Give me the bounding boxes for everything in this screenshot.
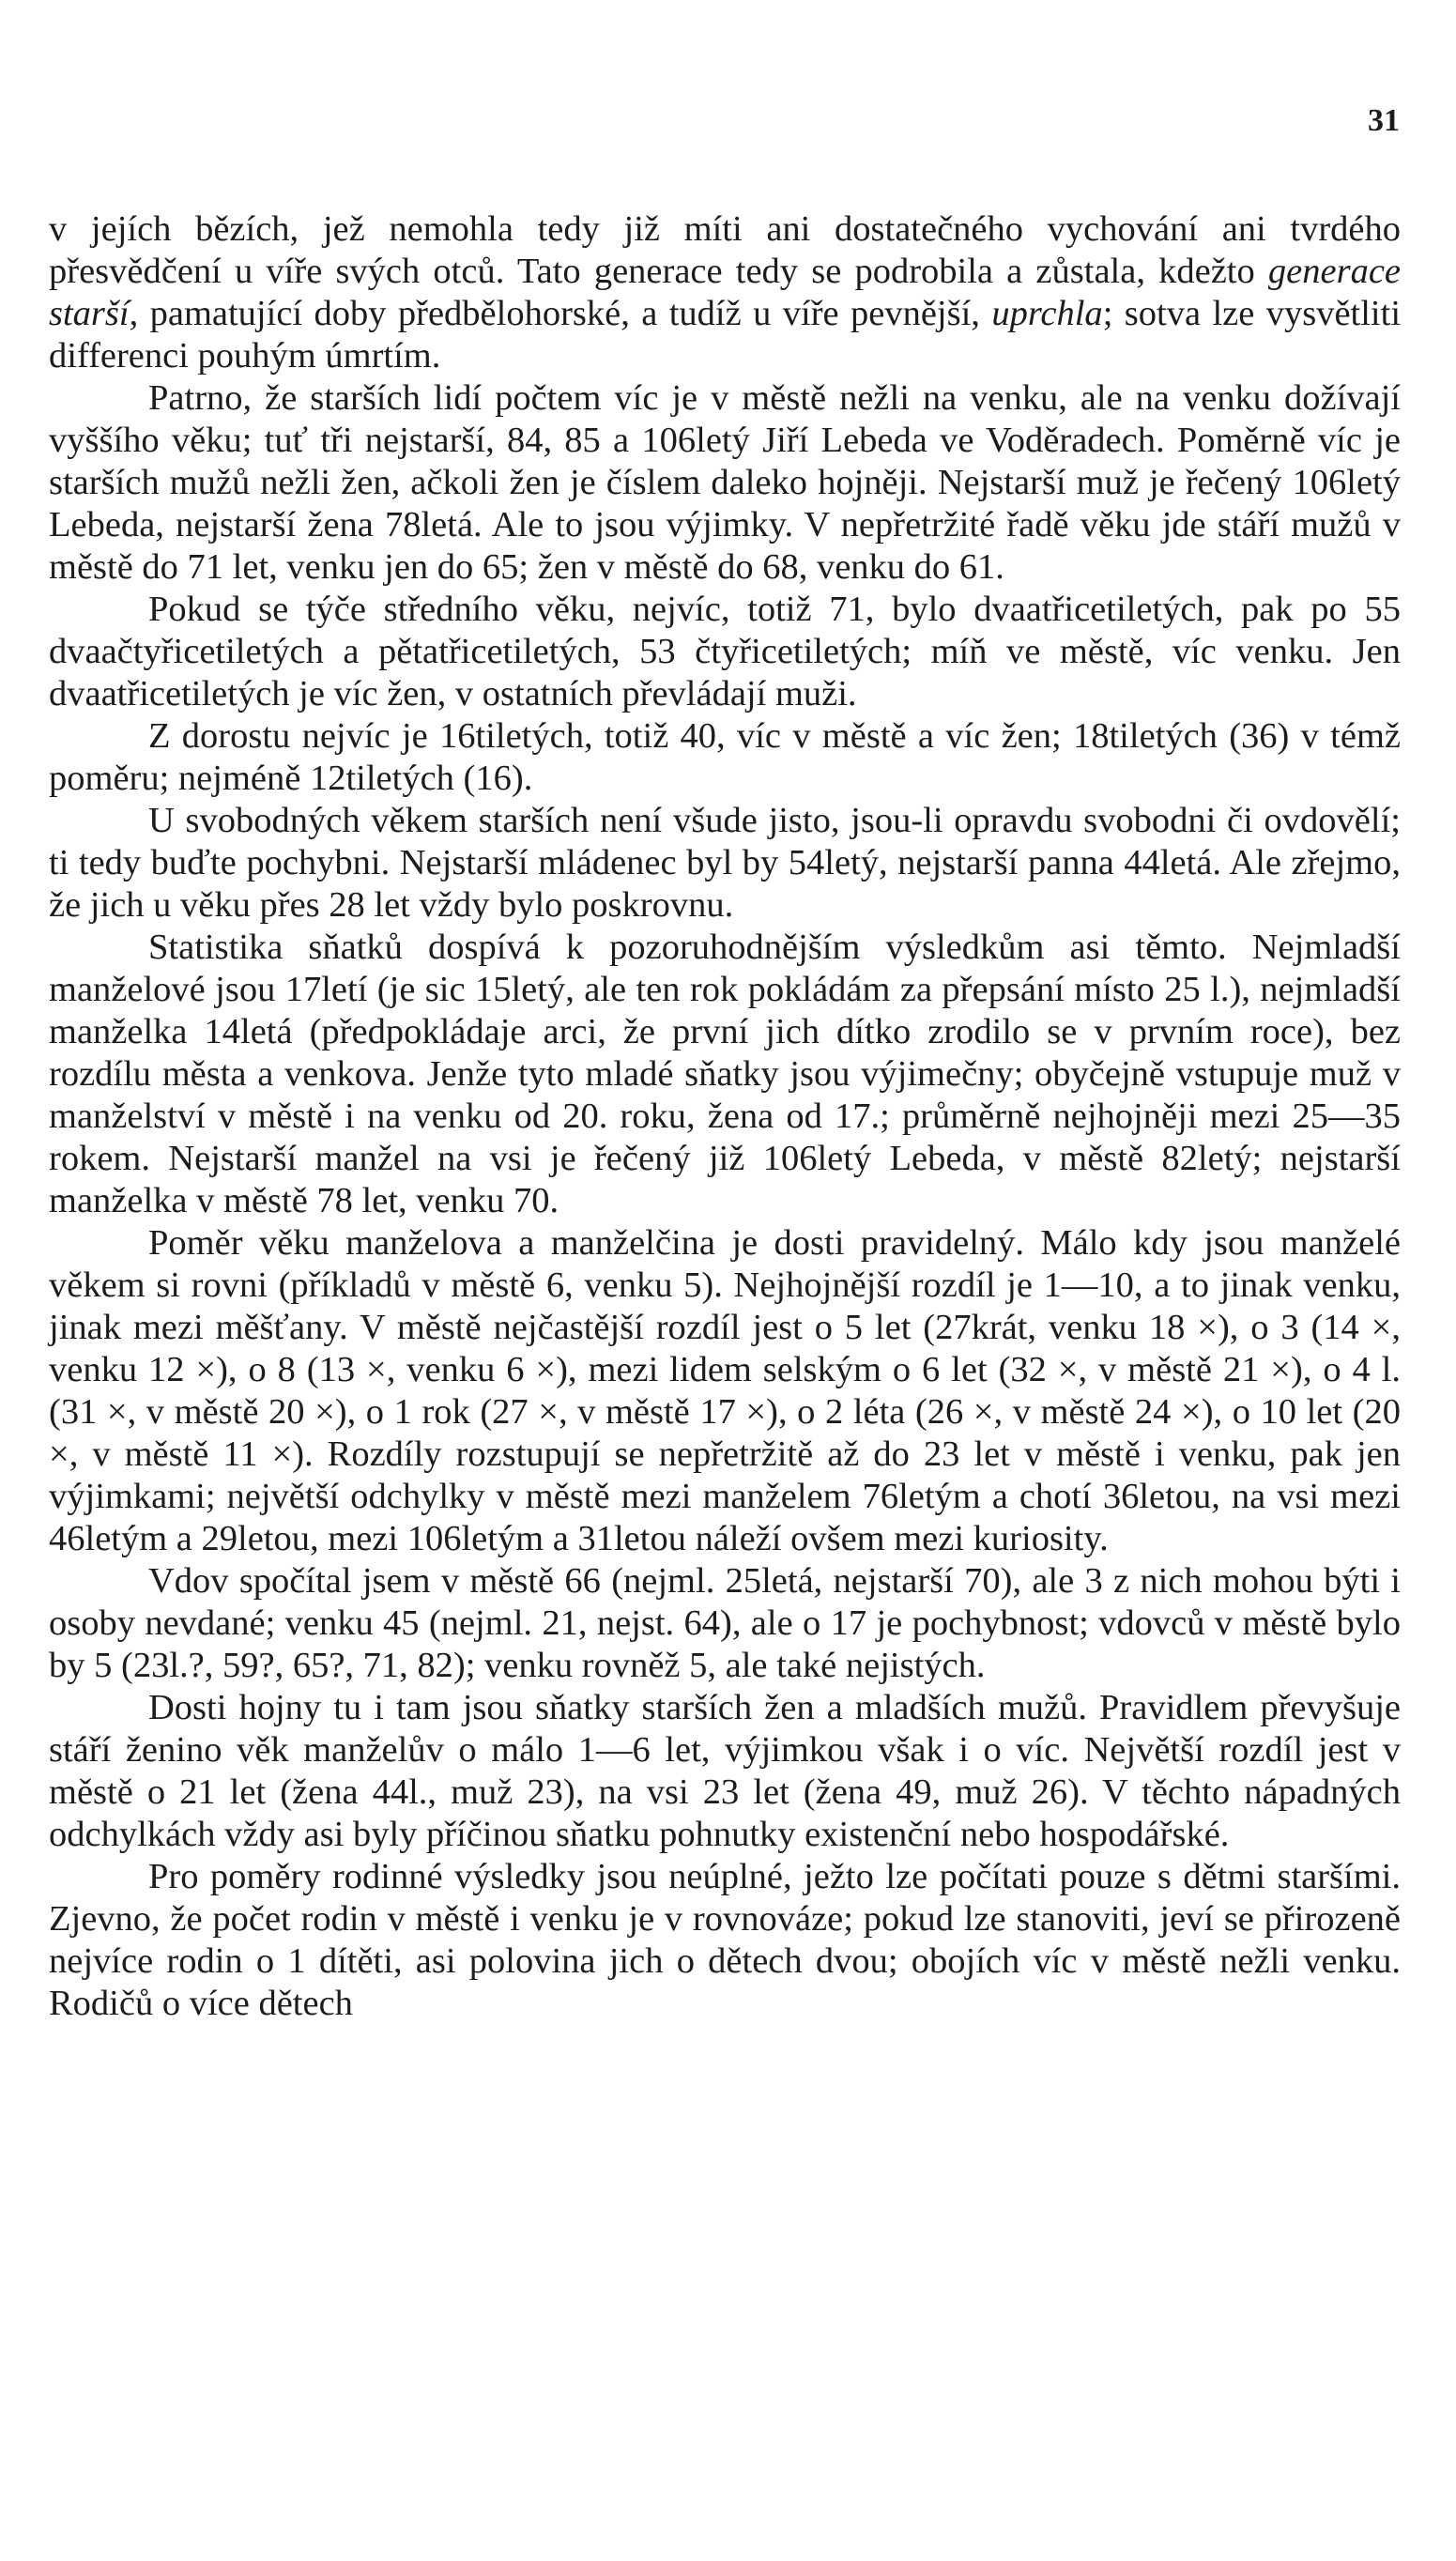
paragraph-text: Statistika sňatků dospívá k pozoruhodnějším výsledkům asi těmto. Nejmladší manželové jsou 17letí (je sic 15letý, ale ten rok pokládám za přepsání místo 25 l.), nejmladší manželka 14letá (předpokládaje arci, že první jich dítko zrodilo se v prvním roce), bez rozdílu města a venkova. Jenže tyto mladé sňatky jsou výjimečny; obyčejně vstupuje muž v manželství v městě i na venku od 20. roku, žena od 17.; průměrně nejhojněji mezi 25—35 rokem. Nejstarší manžel na vsi je řečený již 106letý Lebeda, v městě 82letý; nejstarší manželka v městě 78 let, venku 70. [49,928,1401,1220]
paragraph-p3 [49,589,1401,715]
paragraph-p7 [49,1222,1401,1560]
italic-emphasis: generace starší [49,252,1401,333]
paragraph-text: Patrno, že starších lidí počtem víc je v městě nežli na venku, ale na venku dožívají vyššího věku; tuť tři nejstarší, 84, 85 a 106letý Jiří Lebeda ve Voděradech. Poměrně víc je starších mužů nežli žen, ačkoli žen je číslem daleko hojněji. Nejstarší muž je řečený 106letý Lebeda, nejstarší žena 78letá. Ale to jsou výjimky. V nepřetržité řadě věku jde stáří mužů v městě do 71 let, venku jen do 65; žen v městě do 68, venku do 61. [49,378,1401,587]
paragraph-text: Pokud se týče středního věku, nejvíc, totiž 71, bylo dvaatřicetiletých, pak po 55 dvaačtyřicetiletých a pětatřicetiletých, 53 čtyřicetiletých; míň ve městě, víc venku. Jen dvaatřicetiletých je víc žen, v ostatních převládají muži. [49,590,1401,713]
paragraph-text: Pro poměry rodinné výsledky jsou neúplné, ježto lze počítati pouze s dětmi staršími. Zjevno, že počet rodin v městě i venku je v rovnováze; pokud lze stanoviti, jeví se přirozeně nejvíce rodin o 1 dítěti, asi polovina jich o dětech dvou; obojích víc v městě nežli venku. Rodičů o více dětech [49,1857,1401,2023]
paragraph-p6 [49,927,1401,1222]
paragraph-p1 [49,208,1401,377]
page-number: 31 [1368,103,1400,138]
paragraph-text: Poměr věku manželova a manželčina je dosti pravidelný. Málo kdy jsou manželé věkem si rovni (příkladů v městě 6, venku 5). Nejhojnější rozdíl je 1—10, a to jinak venku, jinak mezi měšťany. V městě nejčastější rozdíl jest o 5 let (27krát, venku 18 ×), o 3 (14 ×, venku 12 ×), o 8 (13 ×, venku 6 ×), mezi lidem selským o 6 let (32 ×, v městě 21 ×), o 4 l. (31 ×, v městě 20 ×), o 1 rok (27 ×, v městě 17 ×), o 2 léta (26 ×, v městě 24 ×), o 10 let (20 ×, v městě 11 ×). Rozdíly rozstupují se nepřetržitě až do 23 let v městě i venku, pak jen výjimkami; největší odchylky v městě mezi manželem 76letým a chotí 36letou, na vsi mezi 46letým a 29letou, mezi 106letým a 31letou náleží ovšem mezi kuriosity. [49,1223,1401,1558]
paragraph-p8 [49,1560,1401,1687]
paragraph-text: ; sotva lze vysvětliti differenci pouhým úmrtím. [49,294,1402,376]
paragraph-p9 [49,1687,1401,1856]
paragraph-p4 [49,715,1401,800]
paragraph-text: , pamatující doby předbělohorské, a tudíž u víře pevnější, [129,294,992,333]
paragraph-p2 [49,377,1401,589]
italic-emphasis: uprchla [991,294,1103,333]
paragraph-p10 [49,1856,1401,2025]
paragraph-text: Z dorostu nejvíc je 16tiletých, totiž 40, víc v městě a víc žen; 18tiletých (36) v témž poměru; nejméně 12tiletých (16). [49,716,1401,798]
text-column [49,208,1401,2025]
paragraph-text: Dosti hojny tu i tam jsou sňatky starších žen a mladších mužů. Pravidlem převyšuje stáří ženino věk manželův o málo 1—6 let, výjimkou však i o víc. Největší rozdíl jest v městě o 21 let (žena 44l., muž 23), na vsi 23 let (žena 49, muž 26). V těchto nápadných odchylkách vždy asi byly příčinou sňatku pohnutky existenční nebo hospodářské. [49,1688,1401,1854]
paragraph-p5 [49,800,1401,927]
paragraph-text: Vdov spočítal jsem v městě 66 (nejml. 25letá, nejstarší 70), ale 3 z nich mohou býti i osoby nevdané; venku 45 (nejml. 21, nejst. 64), ale o 17 je pochybnost; vdovců v městě bylo by 5 (23l.?, 59?, 65?, 71, 82); venku rovněž 5, ale také nejistých. [49,1561,1401,1685]
paragraph-text: v jejích bězích, jež nemohla tedy již míti ani dostatečného vychování ani tvrdého přesvědčení u víře svých otců. Tato generace tedy se podrobila a zůstala, kdežto [49,209,1401,291]
paragraph-text: U svobodných věkem starších není všude jisto, jsou-li opravdu svobodni či ovdovělí; ti tedy buďte pochybni. Nejstarší mládenec byl by 54letý, nejstarší panna 44letá. Ale zřejmo, že jich u věku přes 28 let vždy bylo poskrovnu. [49,801,1401,925]
